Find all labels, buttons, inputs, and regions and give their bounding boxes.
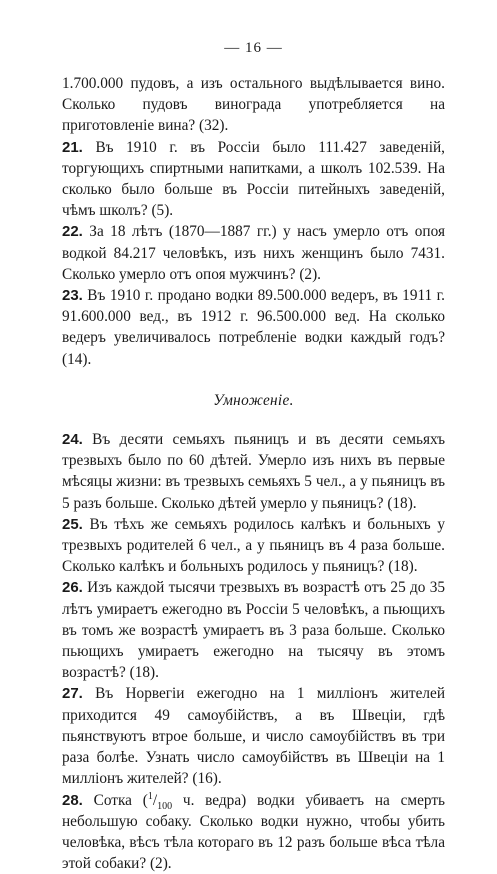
page-number: — 16 — <box>62 40 445 57</box>
fraction-slash: / <box>153 792 157 809</box>
problem-text: Въ десяти семьяхъ пьяницъ и въ десяти семьяхъ трезвыхъ было по 60 дѣтей. Умерло изъ нихъ въ первые мѣсяцы жизни: въ трезвыхъ семьяхъ 5 чел., а у пьяницъ въ 5 разъ больше. Сколько дѣтей умерло у пьяницъ? (18). <box>62 431 445 512</box>
problem-number: 25. <box>62 516 83 533</box>
problem-number: 27. <box>62 685 83 702</box>
problem-number: 22. <box>62 223 83 240</box>
fraction-numerator: 1 <box>148 790 153 801</box>
problem-text: Въ 1910 г. продано водки 89.500.000 ведеръ, въ 1911 г. 91.600.000 вед., въ 1912 г. 96.500.000 вед. На сколько ведеръ увеличивалось потребленіе водки каждый годъ? (14). <box>62 287 445 368</box>
problem-27 <box>62 683 445 789</box>
intro-continuation: 1.700.000 пудовъ, а изъ остального выдѣлывается вино. Сколько пудовъ винограда употребляется на приготовленіе вина? (32). <box>62 73 445 137</box>
problem-text: За 18 лѣтъ (1870—1887 гг.) у насъ умерло отъ опоя водкой 84.217 человѣкъ, изъ нихъ женщинъ было 7431. Сколько умерло отъ опоя мужчинъ? (2). <box>62 223 445 282</box>
problem-23 <box>62 285 445 370</box>
problem-26 <box>62 577 445 683</box>
problem-number: 24. <box>62 431 83 448</box>
section-heading: Умноженіе. <box>62 390 445 411</box>
problem-text: Въ тѣхъ же семьяхъ родилось калѣкъ и больныхъ у трезвыхъ родителей 6 чел., а у пьяницъ въ 4 раза больше. Сколько калѣкъ и больныхъ родилось у пьяницъ? (18). <box>62 516 445 575</box>
problem-text: Изъ каждой тысячи трезвыхъ въ возрастѣ отъ 25 до 35 лѣтъ умираетъ ежегодно въ Россіи 5 человѣкъ, а пьющихъ въ томъ же возрастѣ умираетъ въ 3 раза больше. Сколько пьющихъ умираетъ ежегодно на тысячу въ этомъ возрастѣ? (18). <box>62 579 445 681</box>
problem-22 <box>62 221 445 285</box>
problem-text: Въ 1910 г. въ Россіи было 111.427 заведеній, торгующихъ спиртными напитками, а школъ 102.539. На сколько было больше въ Россіи питейныхъ заведеній, чѣмъ школъ? (5). <box>62 139 445 220</box>
problem-number: 28. <box>62 792 83 809</box>
problem-25 <box>62 514 445 578</box>
problem-number: 21. <box>62 139 83 156</box>
problem-28 <box>62 790 445 874</box>
problem-number: 26. <box>62 579 83 596</box>
problem-text: Въ Норвегіи ежегодно на 1 милліонъ жителей приходится 49 самоубійствъ, а въ Швеціи, гдѣ пьянствуютъ втрое больше, и число самоубійствъ въ три раза болѣе. Узнать число самоубійствъ въ Швеціи на 1 милліонъ жителей? (16). <box>62 685 445 787</box>
problem-text-before: Сотка ( <box>94 792 148 809</box>
fraction-denominator: 100 <box>157 801 172 812</box>
problem-21 <box>62 137 445 222</box>
problem-text-after: ч. ведра) водки убиваетъ на смерть небольшую собаку. Сколько водки нужно, чтобы убить человѣка, вѣсъ тѣла котораго въ 12 разъ больше вѣса тѣла этой собаки? (2). <box>62 792 445 873</box>
problem-24 <box>62 429 445 514</box>
page-body <box>62 73 445 874</box>
problem-number: 23. <box>62 287 83 304</box>
